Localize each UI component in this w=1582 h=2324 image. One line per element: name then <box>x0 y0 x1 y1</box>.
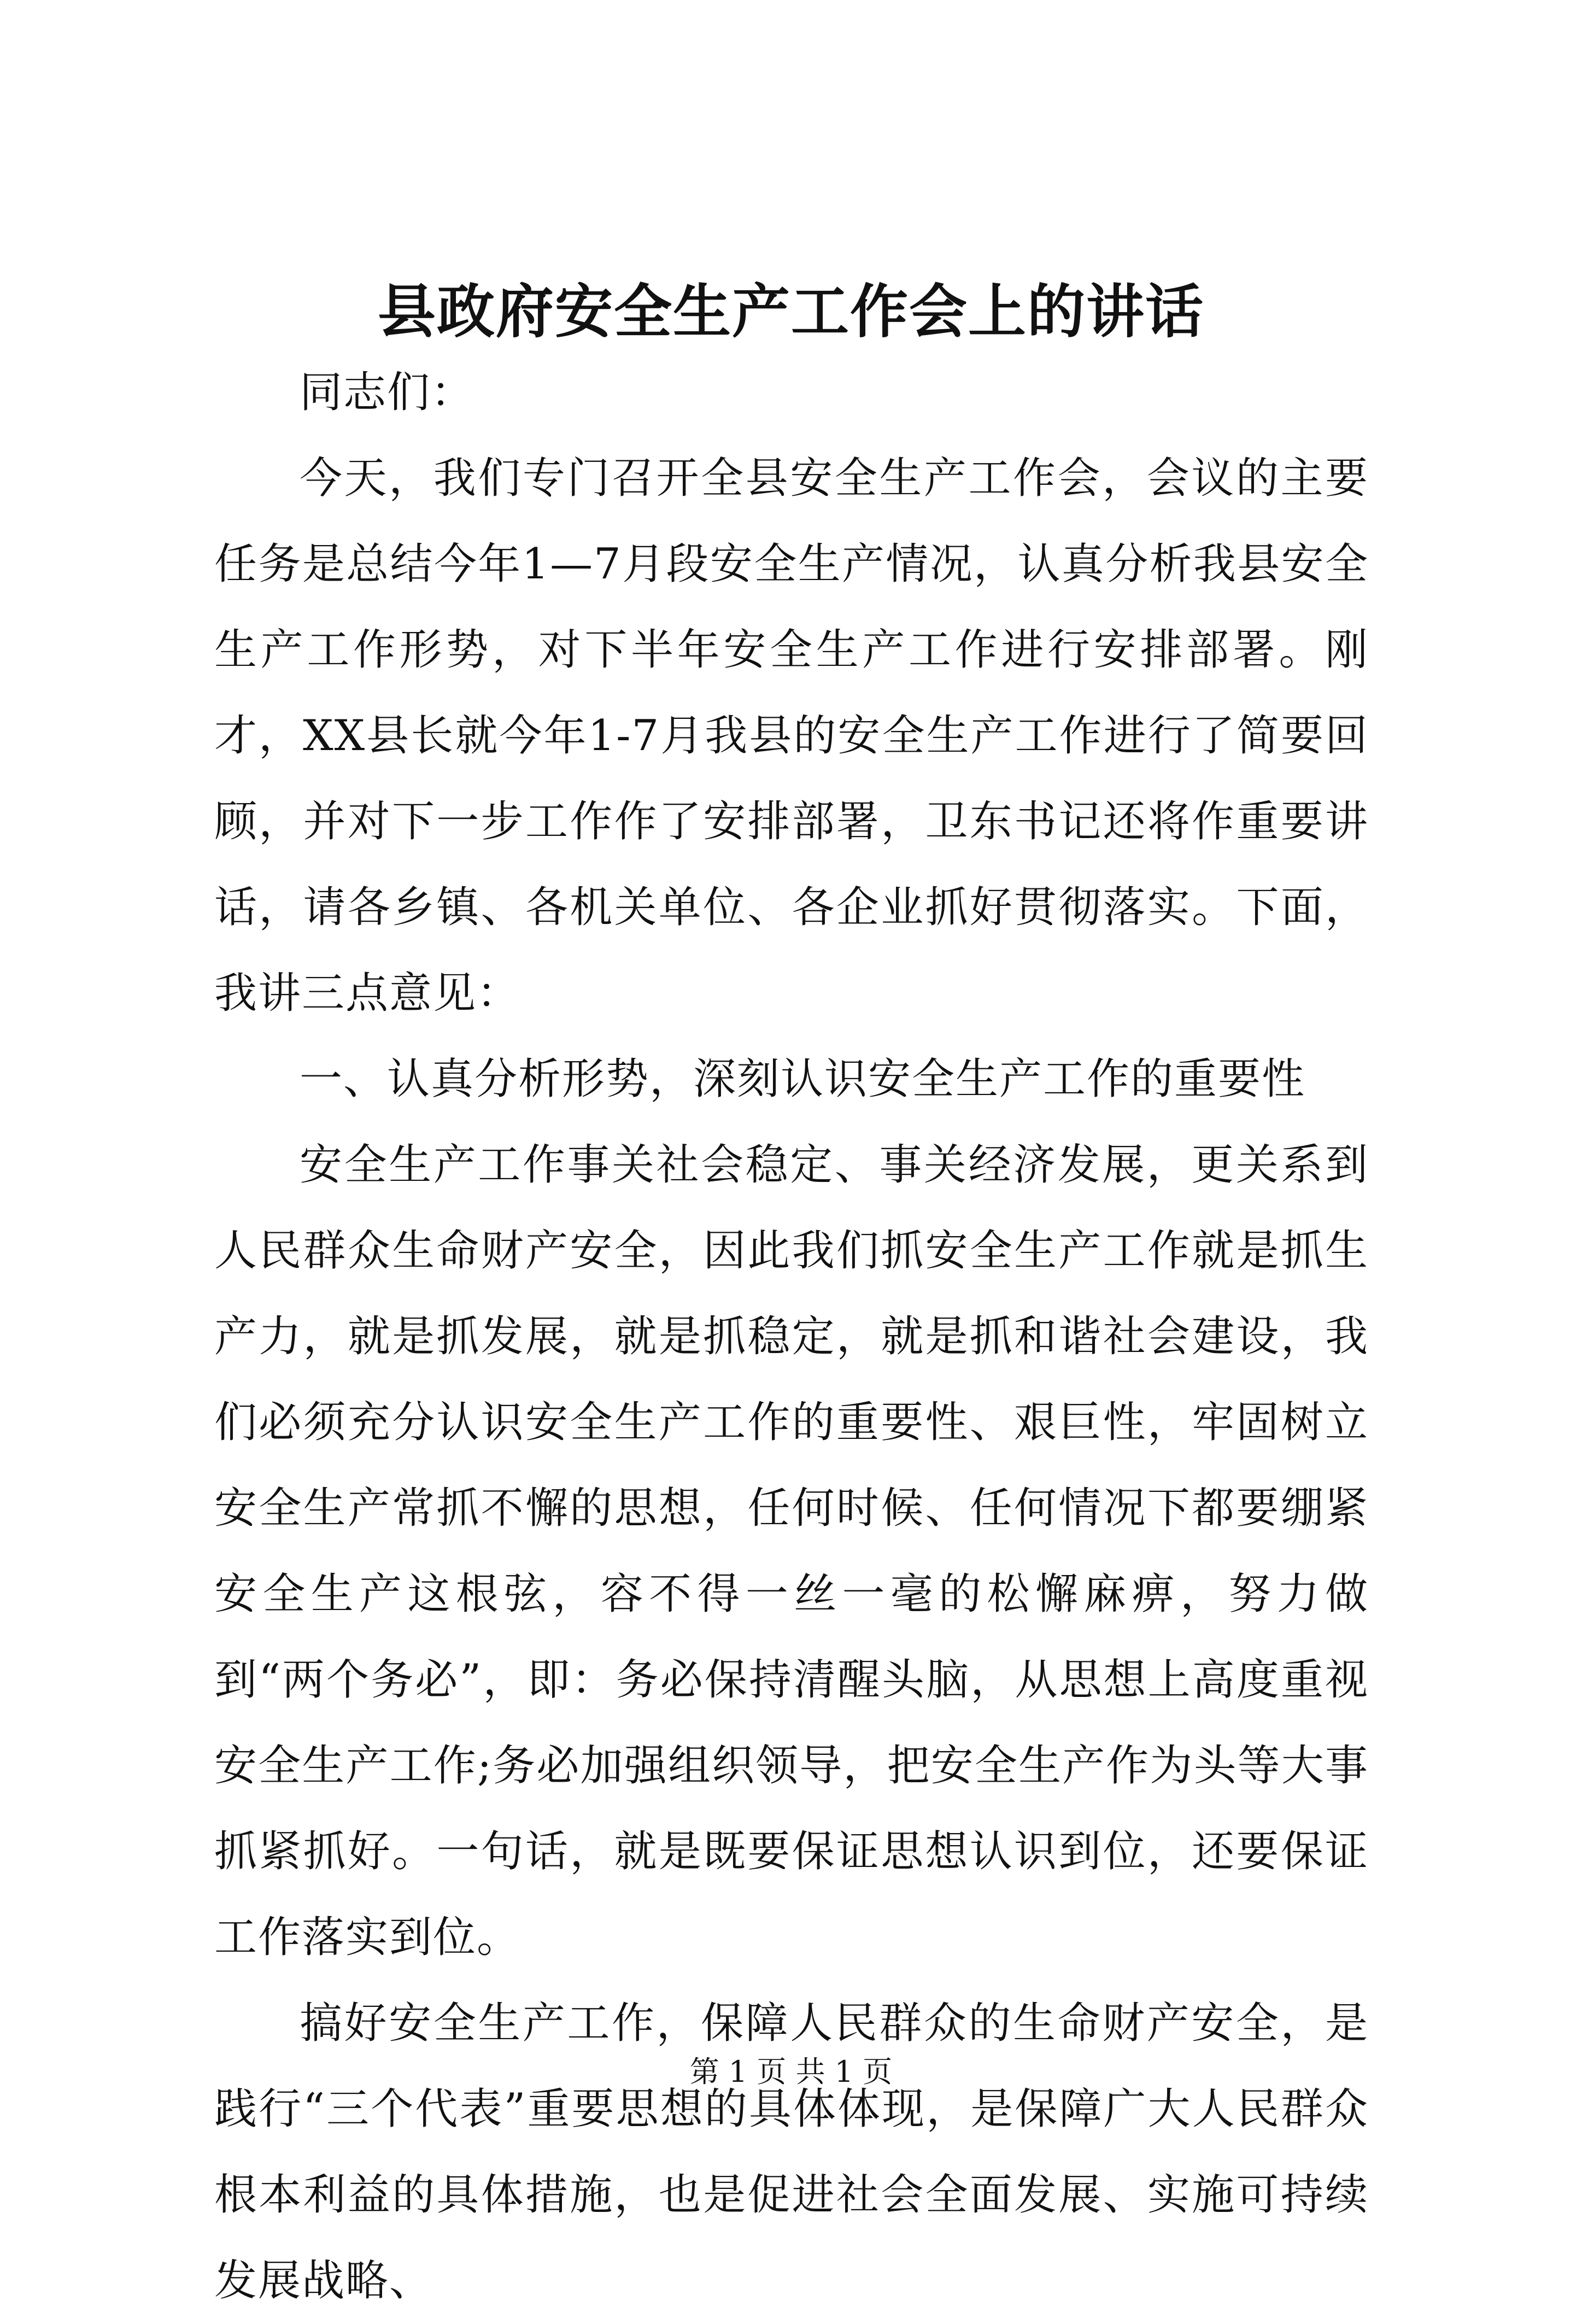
paragraph-intro: 今天，我们专门召开全县安全生产工作会，会议的主要任务是总结今年1—7月段安全生产情况，认真分析我县安全生产工作形势，对下半年安全生产工作进行安排部署。刚才，XX县长就今年1-7月我县的安全生产工作进行了简要回顾，并对下一步工作作了安排部署，卫东书记还将作重要讲话，请各乡镇、各机关单位、各企业抓好贯彻落实。下面，我讲三点意见： <box>214 454 1369 1018</box>
salutation: 同志们： <box>300 368 475 417</box>
document-body <box>214 350 1369 2324</box>
paragraph-importance: 安全生产工作事关社会稳定、事关经济发展，更关系到人民群众生命财产安全，因此我们抓安全生产工作就是抓生产力，就是抓发展，就是抓稳定，就是抓和谐社会建设，我们必须充分认识安全生产工作的重要性、艰巨性，牢固树立安全生产常抓不懈的思想，任何时候、任何情况下都要绷紧安全生产这根弦，容不得一丝一毫的松懈麻痹，努力做到“两个务必”，即：务必保持清醒头脑，从思想上高度重视安全生产工作;务必加强组织领导，把安全生产作为头等大事抓紧抓好。一句话，就是既要保证思想认识到位，还要保证工作落实到位。 <box>214 1140 1369 1962</box>
page-footer: 第 1 页 共 1 页 <box>689 2054 893 2089</box>
document-title: 县政府安全生产工作会上的讲话 <box>378 277 1204 346</box>
section-heading: 一、认真分析形势，深刻认识安全生产工作的重要性 <box>300 1055 1306 1104</box>
paragraph-three-represents: 搞好安全生产工作，保障人民群众的生命财产安全，是践行“三个代表”重要思想的具体体现，是保障广大人民群众根本利益的具体措施，也是促进社会全面发展、实施可持续发展战略、 <box>214 1999 1369 2305</box>
